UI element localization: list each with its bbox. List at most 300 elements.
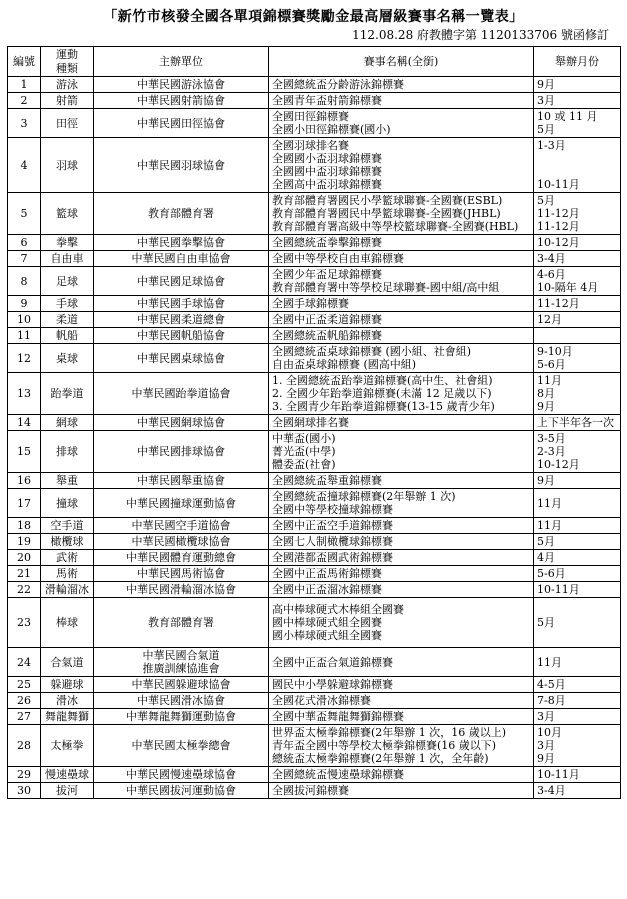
event-cell	[269, 296, 534, 312]
event-month: 10-12月	[537, 458, 580, 471]
month-cell	[534, 415, 621, 431]
month-cell	[534, 550, 621, 566]
sport-cell	[41, 328, 94, 344]
header-sport	[41, 47, 94, 77]
month-cell	[534, 235, 621, 251]
event-cell	[269, 598, 534, 648]
organizer-name: 中華民國撞球運動協會	[126, 496, 236, 510]
event-month: 11月	[537, 496, 562, 510]
organizer-name: 中華民國體育運動總會	[126, 551, 236, 564]
month-cell	[534, 93, 621, 109]
sport-cell	[41, 489, 94, 518]
event-month: 5月	[537, 616, 555, 629]
event-month: 5-6月	[537, 567, 566, 580]
event-cell	[269, 693, 534, 709]
event-name: 3. 全國青少年跆拳道錦標賽(13-15 歲青少年)	[272, 400, 495, 413]
event-name: 教育部體育署高級中等學校籃球聯賽-全國賽(HBL)	[272, 220, 519, 233]
sport-name: 太極拳	[50, 739, 84, 752]
row-number: 7	[8, 251, 41, 267]
header-event: 賽事名稱(全銜)	[269, 47, 534, 77]
event-name: 全國小田徑錦標賽(國小)	[272, 123, 391, 136]
organizer-name: 中華民國田徑協會	[137, 116, 225, 130]
event-name: 全國高中盃羽球錦標賽	[272, 178, 382, 191]
row-number: 12	[8, 344, 41, 373]
month-cell	[534, 489, 621, 518]
sport-name: 網球	[56, 416, 78, 429]
organizer-name: 中華民國游泳協會	[137, 78, 225, 91]
event-name: 全國總統盃帆船錦標賽	[272, 329, 382, 342]
event-name: 總統盃太極拳錦標賽(2年舉辦 1 次，全年齡)	[272, 752, 489, 765]
event-cell	[269, 109, 534, 138]
organizer-name: 推廣訓練協進會	[142, 662, 220, 675]
table-row	[8, 783, 621, 799]
events-table	[7, 46, 621, 799]
row-number: 17	[8, 489, 41, 518]
sport-cell	[41, 534, 94, 550]
table-row	[8, 693, 621, 709]
event-name: 中華盃(國小)	[272, 432, 336, 445]
event-name: 全國總統盃舉重錦標賽	[272, 474, 382, 487]
event-cell	[269, 783, 534, 799]
event-name: 國小棒球硬式組全國賽	[272, 629, 382, 642]
organizer-cell	[94, 709, 269, 725]
organizer-name: 中華民國帆船協會	[137, 329, 225, 342]
event-cell	[269, 489, 534, 518]
table-row	[8, 725, 621, 767]
sport-name: 拳擊	[56, 236, 78, 249]
organizer-cell	[94, 93, 269, 109]
month-cell	[534, 767, 621, 783]
event-cell	[269, 344, 534, 373]
row-number: 22	[8, 582, 41, 598]
row-number: 21	[8, 566, 41, 582]
event-name: 全國網球排名賽	[272, 416, 349, 429]
event-cell	[269, 767, 534, 783]
sport-cell	[41, 518, 94, 534]
event-month: 11-12月	[537, 207, 580, 220]
table-row	[8, 550, 621, 566]
row-number: 11	[8, 328, 41, 344]
event-name: 全國青年盃射箭錦標賽	[272, 94, 382, 107]
sport-name: 慢速壘球	[45, 768, 89, 781]
month-cell	[534, 709, 621, 725]
event-name: 全國總統盃拳擊錦標賽	[272, 236, 382, 249]
organizer-cell	[94, 534, 269, 550]
event-cell	[269, 415, 534, 431]
sport-name: 帆船	[56, 329, 78, 342]
event-cell	[269, 648, 534, 677]
table-row	[8, 473, 621, 489]
event-month: 11月	[537, 655, 562, 669]
event-name: 全國中等學校撞球錦標賽	[272, 503, 393, 516]
row-number: 19	[8, 534, 41, 550]
organizer-name: 中華民國柔道總會	[137, 313, 225, 326]
sport-cell	[41, 582, 94, 598]
event-name: 全國中等學校自由車錦標賽	[272, 252, 404, 265]
row-number: 24	[8, 648, 41, 677]
organizer-cell	[94, 296, 269, 312]
event-month: 5月	[537, 123, 555, 136]
sport-name: 拔河	[56, 784, 78, 797]
table-row	[8, 193, 621, 235]
month-cell	[534, 725, 621, 767]
table-row	[8, 373, 621, 415]
event-month: 4月	[537, 551, 555, 564]
sport-cell	[41, 296, 94, 312]
organizer-name: 中華民國拳擊協會	[137, 236, 225, 249]
organizer-cell	[94, 677, 269, 693]
event-month: 10 或 11 月	[537, 110, 598, 123]
month-cell	[534, 267, 621, 296]
organizer-name: 中華民國桌球協會	[137, 351, 225, 365]
table-row	[8, 93, 621, 109]
table-row	[8, 518, 621, 534]
sport-cell	[41, 693, 94, 709]
table-row	[8, 598, 621, 648]
organizer-cell	[94, 473, 269, 489]
organizer-name: 中華民國馬術協會	[137, 567, 225, 580]
event-month: 11月	[537, 519, 562, 532]
organizer-cell	[94, 77, 269, 93]
event-name: 全國國小盃羽球錦標賽	[272, 152, 382, 165]
event-cell	[269, 193, 534, 235]
organizer-name: 中華民國舉重協會	[137, 474, 225, 487]
sport-name: 柔道	[56, 313, 78, 326]
sport-cell	[41, 251, 94, 267]
event-name: 全國中正盃空手道錦標賽	[272, 519, 393, 532]
sport-name: 滑冰	[56, 694, 78, 707]
organizer-name: 中華民國網球協會	[137, 416, 225, 429]
event-cell	[269, 534, 534, 550]
organizer-name: 中華民國滑冰協會	[137, 694, 225, 707]
event-month: 3月	[537, 710, 555, 723]
sport-cell	[41, 550, 94, 566]
row-number: 16	[8, 473, 41, 489]
event-name: 教育部體育署中等學校足球聯賽-國中組/高中組	[272, 281, 500, 294]
organizer-cell	[94, 251, 269, 267]
table-row	[8, 312, 621, 328]
row-number: 15	[8, 431, 41, 473]
sport-name: 橄欖球	[50, 535, 84, 548]
event-name: 全國總統盃分齡游泳錦標賽	[272, 78, 404, 91]
organizer-cell	[94, 138, 269, 193]
document-title: 「新竹市核發全國各單項錦標賽獎勵金最高層級賽事名稱一覽表」	[103, 9, 524, 25]
header-sport-line: 種類	[56, 61, 78, 75]
organizer-cell	[94, 725, 269, 767]
event-cell	[269, 550, 534, 566]
row-number: 25	[8, 677, 41, 693]
table-row	[8, 767, 621, 783]
event-name: 全國中正盃合氣道錦標賽	[272, 655, 393, 669]
event-cell	[269, 93, 534, 109]
organizer-name: 中華民國滑輪溜冰協會	[126, 583, 236, 596]
table-row	[8, 582, 621, 598]
sport-name: 馬術	[56, 567, 78, 580]
organizer-name: 中華民國自由車協會	[131, 252, 231, 265]
organizer-name: 中華民國排球協會	[137, 445, 225, 458]
organizer-cell	[94, 518, 269, 534]
table-row	[8, 77, 621, 93]
sport-cell	[41, 373, 94, 415]
organizer-cell	[94, 431, 269, 473]
table-row	[8, 648, 621, 677]
event-cell	[269, 677, 534, 693]
sport-cell	[41, 431, 94, 473]
header-no: 編號	[8, 47, 41, 77]
sport-cell	[41, 648, 94, 677]
organizer-name: 中華民國射箭協會	[137, 94, 225, 107]
organizer-cell	[94, 267, 269, 296]
month-cell	[534, 109, 621, 138]
event-month: 11-12月	[537, 297, 580, 310]
row-number: 5	[8, 193, 41, 235]
table-row	[8, 709, 621, 725]
organizer-cell	[94, 582, 269, 598]
sport-cell	[41, 235, 94, 251]
sport-cell	[41, 473, 94, 489]
month-cell	[534, 648, 621, 677]
event-month: 3月	[537, 739, 555, 752]
row-number: 18	[8, 518, 41, 534]
event-month	[537, 165, 618, 178]
sport-name: 空手道	[50, 519, 84, 532]
month-cell	[534, 566, 621, 582]
month-cell	[534, 598, 621, 648]
event-name: 自由盃桌球錦標賽 (國高中組)	[272, 358, 417, 371]
table-row	[8, 344, 621, 373]
sport-name: 羽球	[56, 158, 78, 172]
event-name: 全國總統盃桌球錦標賽 (國小組、社會組)	[272, 345, 472, 358]
month-cell	[534, 328, 621, 344]
event-name: 全國中正盃溜冰錦標賽	[272, 583, 382, 596]
event-month: 10-12月	[537, 236, 580, 249]
sport-name: 舉重	[56, 474, 78, 487]
organizer-cell	[94, 648, 269, 677]
event-cell	[269, 267, 534, 296]
row-number: 26	[8, 693, 41, 709]
organizer-name: 中華民國橄欖球協會	[131, 535, 231, 548]
row-number: 4	[8, 138, 41, 193]
event-name: 教育部體育署國民小學籃球聯賽-全國賽(ESBL)	[272, 194, 503, 207]
table-row	[8, 251, 621, 267]
sport-cell	[41, 598, 94, 648]
event-month: 3-4月	[537, 784, 566, 797]
table-row	[8, 296, 621, 312]
organizer-name: 中華民國跆拳道協會	[131, 387, 231, 400]
sport-name: 足球	[56, 274, 78, 288]
sport-cell	[41, 566, 94, 582]
event-cell	[269, 431, 534, 473]
event-cell	[269, 328, 534, 344]
event-month: 1-3月	[537, 139, 566, 152]
row-number: 9	[8, 296, 41, 312]
table-row	[8, 328, 621, 344]
organizer-name: 中華民國慢速壘球協會	[126, 768, 236, 781]
sport-name: 手球	[56, 297, 78, 310]
organizer-cell	[94, 344, 269, 373]
table-row	[8, 138, 621, 193]
row-number: 20	[8, 550, 41, 566]
event-month: 3-4月	[537, 252, 566, 265]
event-month: 11-12月	[537, 220, 580, 233]
organizer-name: 教育部體育署	[148, 207, 214, 220]
sport-cell	[41, 109, 94, 138]
table-row	[8, 677, 621, 693]
event-cell	[269, 77, 534, 93]
sport-name: 游泳	[56, 78, 78, 91]
organizer-cell	[94, 193, 269, 235]
month-cell	[534, 473, 621, 489]
event-month: 11月	[537, 374, 562, 387]
organizer-cell	[94, 489, 269, 518]
organizer-cell	[94, 566, 269, 582]
event-cell	[269, 373, 534, 415]
organizer-name: 中華民國手球協會	[137, 297, 225, 310]
row-number: 30	[8, 783, 41, 799]
event-name: 2. 全國少年跆拳道錦標賽(未滿 12 足歲以下)	[272, 387, 492, 400]
header-month: 舉辦月份	[534, 47, 621, 77]
event-month: 5-6月	[537, 358, 566, 371]
month-cell	[534, 312, 621, 328]
month-cell	[534, 431, 621, 473]
event-month: 10-11月	[537, 768, 580, 781]
sport-name: 棒球	[56, 616, 78, 629]
event-name: 高中棒球硬式木棒組全國賽	[272, 603, 404, 616]
month-cell	[534, 344, 621, 373]
month-cell	[534, 534, 621, 550]
sport-name: 滑輪溜冰	[45, 583, 89, 596]
event-month	[537, 329, 618, 342]
row-number: 1	[8, 77, 41, 93]
document-subtitle: 112.08.28 府教體字第 1120133706 號函修訂	[352, 28, 609, 42]
organizer-name: 中華舞龍舞獅運動協會	[126, 710, 236, 723]
sport-name: 射箭	[56, 94, 78, 107]
row-number: 6	[8, 235, 41, 251]
table-header-row	[8, 47, 621, 77]
sport-cell	[41, 677, 94, 693]
month-cell	[534, 251, 621, 267]
month-cell	[534, 677, 621, 693]
sport-cell	[41, 725, 94, 767]
event-month: 9月	[537, 752, 555, 765]
sport-name: 自由車	[50, 252, 84, 265]
row-number: 27	[8, 709, 41, 725]
event-cell	[269, 251, 534, 267]
month-cell	[534, 582, 621, 598]
event-name: 世界盃太極拳錦標賽(2年舉辦 1 次，16 歲以上)	[272, 726, 507, 739]
event-name: 全國中華盃舞龍舞獅錦標賽	[272, 710, 404, 723]
event-name: 全國少年盃足球錦標賽	[272, 268, 382, 281]
table-row	[8, 566, 621, 582]
sport-cell	[41, 77, 94, 93]
organizer-cell	[94, 693, 269, 709]
organizer-name: 中華民國羽球協會	[137, 158, 225, 172]
organizer-name: 中華民國拔河運動協會	[126, 784, 236, 797]
sport-name: 撞球	[56, 496, 78, 510]
sport-cell	[41, 344, 94, 373]
organizer-cell	[94, 312, 269, 328]
event-month: 2-3月	[537, 445, 566, 458]
event-month: 9月	[537, 400, 555, 413]
month-cell	[534, 518, 621, 534]
event-month: 5月	[537, 194, 555, 207]
organizer-name: 中華民國足球協會	[137, 274, 225, 288]
month-cell	[534, 138, 621, 193]
event-name: 體委盃(社會)	[272, 458, 336, 471]
sport-name: 跆拳道	[50, 387, 84, 400]
sport-name: 籃球	[56, 207, 78, 220]
organizer-cell	[94, 598, 269, 648]
event-name: 教育部體育署國民中學籃球聯賽-全國賽(JHBL)	[272, 207, 501, 220]
event-month: 9月	[537, 474, 555, 487]
event-name: 菁光盃(中學)	[272, 445, 336, 458]
row-number: 8	[8, 267, 41, 296]
event-cell	[269, 566, 534, 582]
event-name: 青年盃全國中等學校太極拳錦標賽(16 歲以下)	[272, 739, 497, 752]
organizer-cell	[94, 109, 269, 138]
row-number: 23	[8, 598, 41, 648]
table-row	[8, 489, 621, 518]
event-name: 全國總統盃慢速壘球錦標賽	[272, 768, 404, 781]
event-name: 全國中正盃柔道錦標賽	[272, 313, 382, 326]
event-cell	[269, 518, 534, 534]
event-month: 3月	[537, 94, 555, 107]
event-month: 上下半年各一次	[537, 416, 614, 429]
event-name: 國民中小學躲避球錦標賽	[272, 678, 393, 691]
event-name: 全國中正盃馬術錦標賽	[272, 567, 382, 580]
event-month: 10-11月	[537, 583, 580, 596]
sport-cell	[41, 193, 94, 235]
event-month: 4-6月	[537, 268, 566, 281]
row-number: 13	[8, 373, 41, 415]
header-sport-line: 運動	[56, 47, 78, 61]
event-cell	[269, 582, 534, 598]
sport-cell	[41, 767, 94, 783]
sport-cell	[41, 709, 94, 725]
row-number: 3	[8, 109, 41, 138]
organizer-cell	[94, 783, 269, 799]
event-name: 1. 全國總統盃跆拳道錦標賽(高中生、社會組)	[272, 374, 493, 387]
event-month: 5月	[537, 535, 555, 548]
event-cell	[269, 235, 534, 251]
table-row	[8, 534, 621, 550]
sport-cell	[41, 415, 94, 431]
sport-name: 舞龍舞獅	[45, 710, 89, 723]
sport-name: 田徑	[56, 116, 78, 130]
sport-cell	[41, 783, 94, 799]
event-name: 全國花式滑冰錦標賽	[272, 694, 371, 707]
sport-name: 排球	[56, 445, 78, 458]
table-row	[8, 415, 621, 431]
event-name: 全國手球錦標賽	[272, 297, 349, 310]
sport-name: 武術	[56, 551, 78, 564]
month-cell	[534, 783, 621, 799]
sport-name: 合氣道	[50, 655, 84, 669]
event-month: 10-11月	[537, 178, 580, 191]
event-name: 全國七人制橄欖球錦標賽	[272, 535, 393, 548]
event-name: 全國拔河錦標賽	[272, 784, 349, 797]
month-cell	[534, 296, 621, 312]
organizer-name: 中華民國太極拳總會	[131, 739, 231, 752]
organizer-name: 中華民國合氣道	[142, 649, 220, 662]
table-row	[8, 109, 621, 138]
organizer-name: 教育部體育署	[148, 616, 214, 629]
month-cell	[534, 77, 621, 93]
event-month: 9月	[537, 78, 555, 91]
organizer-cell	[94, 328, 269, 344]
event-month: 4-5月	[537, 678, 566, 691]
organizer-cell	[94, 415, 269, 431]
